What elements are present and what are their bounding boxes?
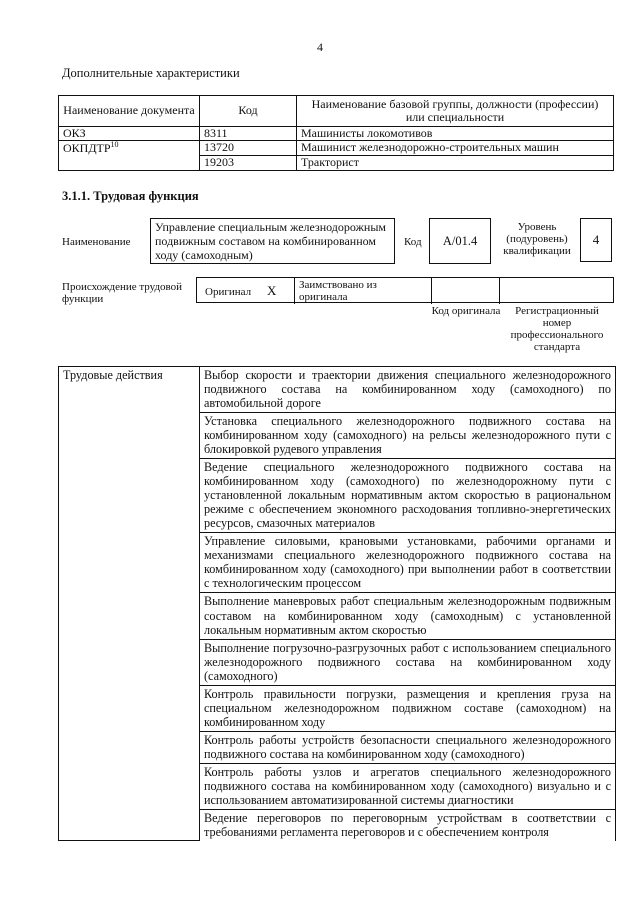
row-name: Машинист железнодорожно-строительных машин [297,141,614,156]
divider [499,278,500,304]
action-item: Выбор скорости и траектории движения специального железнодорожного подвижного состава на комбинированном ходу (самоходного) по автомобильной дороге [200,367,616,413]
table-row [59,141,614,156]
code-label: Код [404,236,422,248]
action-item: Выполнение маневровых работ специальным железнодорожным подвижным составом на комбинированном ходу (самоходным) с установленной локальным нормативным актом скоростью [200,593,616,639]
origin-box [196,277,614,303]
doc-name: ОКПДТР [63,141,111,156]
labor-actions-table [58,366,616,841]
additional-characteristics-title: Дополнительные характеристики [62,66,240,80]
row-doc: ОКЗ [59,127,200,141]
code-value-box: A/01.4 [429,218,491,264]
table-header-row [59,96,614,127]
table-row [59,156,614,170]
action-item: Ведение специального железнодорожного подвижного состава на комбинированном ходу (самоходного) по железнодорожному пути с установленной локальным нормативным актом скоростью в рациональном режиме с обеспечением экономного расходования топливно-энергетических ресурсов, смазочных материалов [200,459,616,533]
header-document: Наименование документа [59,96,200,127]
original-mark: X [267,283,277,298]
action-item: Установка специального железнодорожного подвижного состава на комбинированном ходу (самоходного) на рельсы железнодорожного пути с блокировкой рудевого управления [200,413,616,459]
action-item: Ведение переговоров по переговорным устройствам в соответствии с требованиями регламента переговоров и с обеспечением контроля [200,809,616,841]
registration-number-label: Регистрационный номер профессионального стандарта [510,305,604,354]
actions-label: Трудовые действия [59,367,200,841]
original-code-label: Код оригинала [431,305,501,317]
divider [431,278,432,304]
header-code: Код [200,96,297,127]
header-group-name: Наименование базовой группы, должности (профессии) или специальности [297,96,614,127]
action-item: Контроль правильности погрузки, размещения и крепления груза на специальном железнодорожном подвижном составе (самоходном) на комбинированном ходу [200,685,616,731]
level-label: Уровень (подуровень) квалификации [503,221,571,258]
function-heading: 3.1.1. Трудовая функция [62,189,199,203]
origin-label: Происхождение трудовой функции [62,281,183,306]
action-item: Контроль работы устройств безопасности специального железнодорожного подвижного состава на комбинированном ходу (самоходного) [200,731,616,763]
footnote-ref: 10 [110,140,119,150]
action-item: Контроль работы узлов и агрегатов специального железнодорожного подвижного состава на комбинированном ходу (самоходного) визуально и с использованием автоматизированной системы диагностики [200,763,616,809]
row-code: 8311 [200,127,297,141]
action-item: Выполнение погрузочно-разгрузочных работ с использованием специального железнодорожного подвижного состава на комбинированном ходу (самоходного) [200,639,616,685]
page-number: 4 [317,40,323,54]
original-label: Оригинал [205,286,252,298]
row-code: 19203 [200,156,297,170]
action-item: Управление силовыми, крановыми установками, рабочими органами и механизмами специального железнодорожного подвижного состава на комбинированном ходу (самоходного) при выполнении работ в соответствии с технологическим процессом [200,533,616,593]
row-name: Тракторист [297,156,614,170]
function-name-box: Управление специальным железнодорожным подвижным составом на комбинированном ходу (самоходным) [150,218,395,264]
row-doc [59,156,200,170]
level-value-box: 4 [580,218,612,262]
table-row [59,367,616,413]
row-name: Машинисты локомотивов [297,127,614,141]
table-row [59,127,614,141]
name-label: Наименование [62,236,131,248]
row-doc [59,141,200,156]
divider [294,278,295,304]
additional-characteristics-table [58,95,614,171]
borrowed-label: Заимствовано из оригинала [299,279,377,304]
row-code: 13720 [200,141,297,156]
